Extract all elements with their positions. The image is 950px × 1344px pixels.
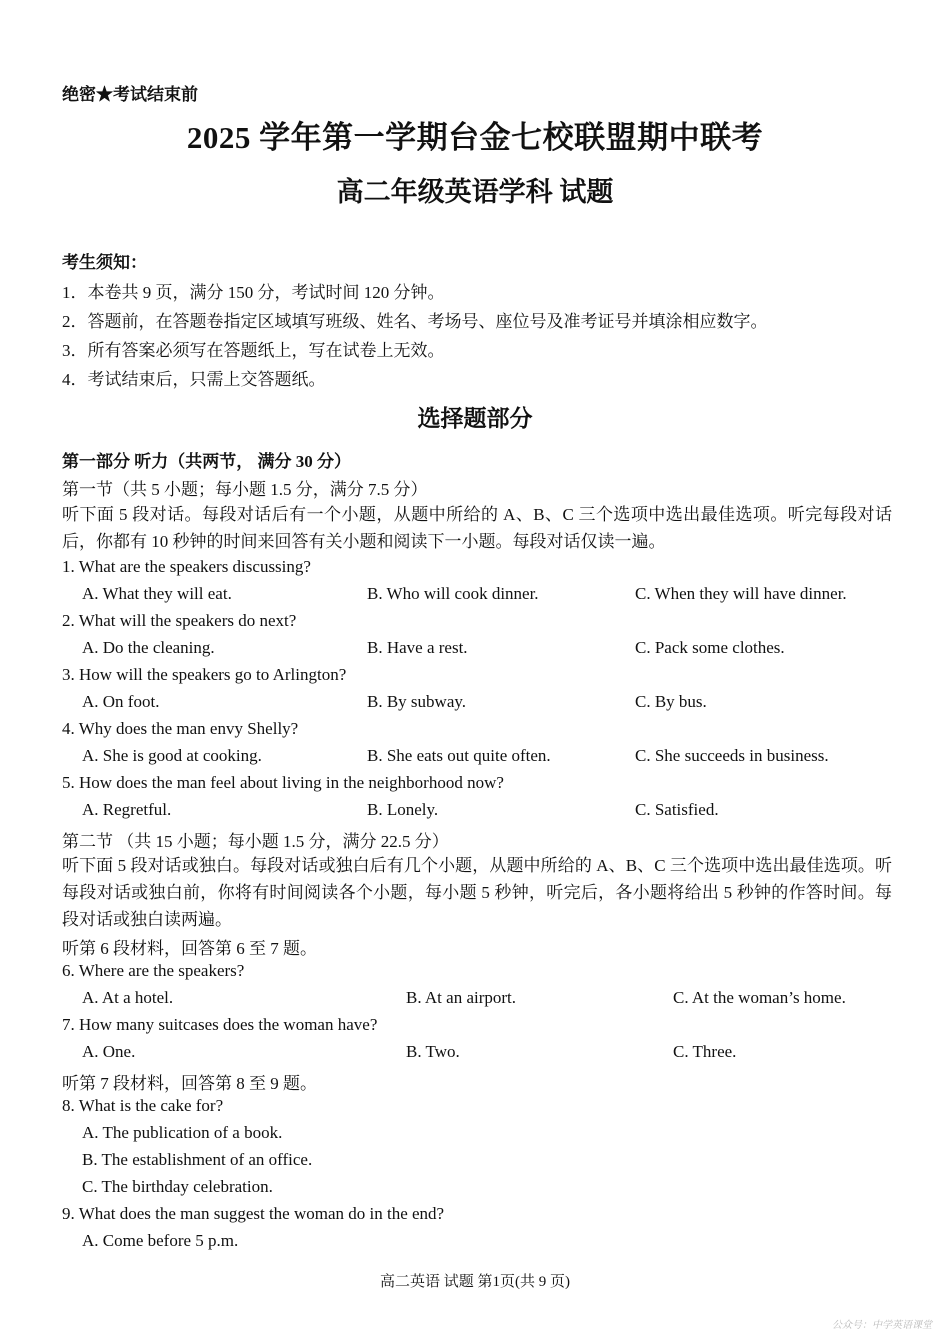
q3-option-a: A. On foot. <box>82 692 160 711</box>
question-2: 2. What will the speakers do next? <box>62 611 297 630</box>
question-8: 8. What is the cake for? <box>62 1096 224 1115</box>
q6-option-a: A. At a hotel. <box>82 988 174 1007</box>
sec2-instructions: 听下面 5 段对话或独白。每段对话或独白后有几个小题，从题中所给的 A、B、C 三个选项中选出最佳选项。听每段对话或独白前，你将有时间阅读各个小题，每小题 5 秒钟，听完后，各小题将给出 5 秒钟的作答时间。每段对话或独白读两遍。 <box>62 856 892 929</box>
notice-item: 1．本卷共 9 页，满分 150 分，考试时间 120 分钟。 <box>62 283 445 302</box>
q5-option-b: B. Lonely. <box>367 800 439 819</box>
q1-option-c: C. When they will have dinner. <box>635 584 847 603</box>
q3-option-c: C. By bus. <box>635 692 707 711</box>
q4-option-b: B. She eats out quite often. <box>367 746 551 765</box>
q6-option-c: C. At the woman’s home. <box>673 988 846 1007</box>
q5-option-a: A. Regretful. <box>82 800 172 819</box>
question-1: 1. What are the speakers discussing? <box>62 557 311 576</box>
sec2-title: 第二节 （共 15 小题；每小题 1.5 分，满分 22.5 分） <box>62 832 449 851</box>
q6-option-b: B. At an airport. <box>406 988 517 1007</box>
q1-option-b: B. Who will cook dinner. <box>367 584 539 603</box>
q4-option-a: A. She is good at cooking. <box>82 746 262 765</box>
q7-option-c: C. Three. <box>673 1042 737 1061</box>
sec1-title: 第一节（共 5 小题；每小题 1.5 分，满分 7.5 分） <box>62 480 428 499</box>
watermark: 公众号：中学英语课堂 <box>832 1320 932 1331</box>
q3-option-b: B. By subway. <box>367 692 467 711</box>
q5-option-c: C. Satisfied. <box>635 800 719 819</box>
sec1-instructions: 听下面 5 段对话。每段对话后有一个小题，从题中所给的 A、B、C 三个选项中选出最佳选项。听完每段对话后，你都有 10 秒钟的时间来回答有关小题和阅读下一小题。每段对话仅读一遍。 <box>62 505 892 551</box>
q4-option-c: C. She succeeds in business. <box>635 746 829 765</box>
q8-option-a: A. The publication of a book. <box>82 1123 283 1142</box>
section-title: 选择题部分 <box>417 406 533 431</box>
confidential-label: 绝密★考试结束前 <box>62 85 198 104</box>
exam-title: 2025 学年第一学期台金七校联盟期中联考 <box>186 120 764 155</box>
q2-option-a: A. Do the cleaning. <box>82 638 215 657</box>
q1-option-a: A. What they will eat. <box>82 584 232 603</box>
notice-item: 2．答题前，在答题卷指定区域填写班级、姓名、考场号、座位号及准考证号并填涂相应数字。 <box>62 312 768 331</box>
question-6: 6. Where are the speakers? <box>62 961 245 980</box>
material-6-note: 听第 6 段材料，回答第 6 至 7 题。 <box>62 939 317 958</box>
question-3: 3. How will the speakers go to Arlington? <box>62 665 347 684</box>
material-7-note: 听第 7 段材料，回答第 8 至 9 题。 <box>62 1074 317 1093</box>
notice-item: 4．考试结束后，只需上交答题纸。 <box>62 370 326 389</box>
q7-option-a: A. One. <box>82 1042 136 1061</box>
question-4: 4. Why does the man envy Shelly? <box>62 719 299 738</box>
question-5: 5. How does the man feel about living in the neighborhood now? <box>62 773 504 792</box>
q9-option-a: A. Come before 5 p.m. <box>82 1231 239 1250</box>
q8-option-b: B. The establishment of an office. <box>82 1150 313 1169</box>
q2-option-c: C. Pack some clothes. <box>635 638 785 657</box>
q8-option-c: C. The birthday celebration. <box>82 1177 273 1196</box>
q7-option-b: B. Two. <box>406 1042 460 1061</box>
page-footer: 高二英语 试题 第1页(共 9 页) <box>380 1274 570 1290</box>
notice-heading: 考生须知： <box>62 253 147 272</box>
q2-option-b: B. Have a rest. <box>367 638 468 657</box>
exam-subtitle: 高二年级英语学科 试题 <box>336 177 614 207</box>
question-9: 9. What does the man suggest the woman do in the end? <box>62 1204 445 1223</box>
question-7: 7. How many suitcases does the woman have? <box>62 1015 378 1034</box>
part1-title: 第一部分 听力（共两节， 满分 30 分） <box>62 452 351 471</box>
notice-item: 3．所有答案必须写在答题纸上，写在试卷上无效。 <box>62 341 445 360</box>
